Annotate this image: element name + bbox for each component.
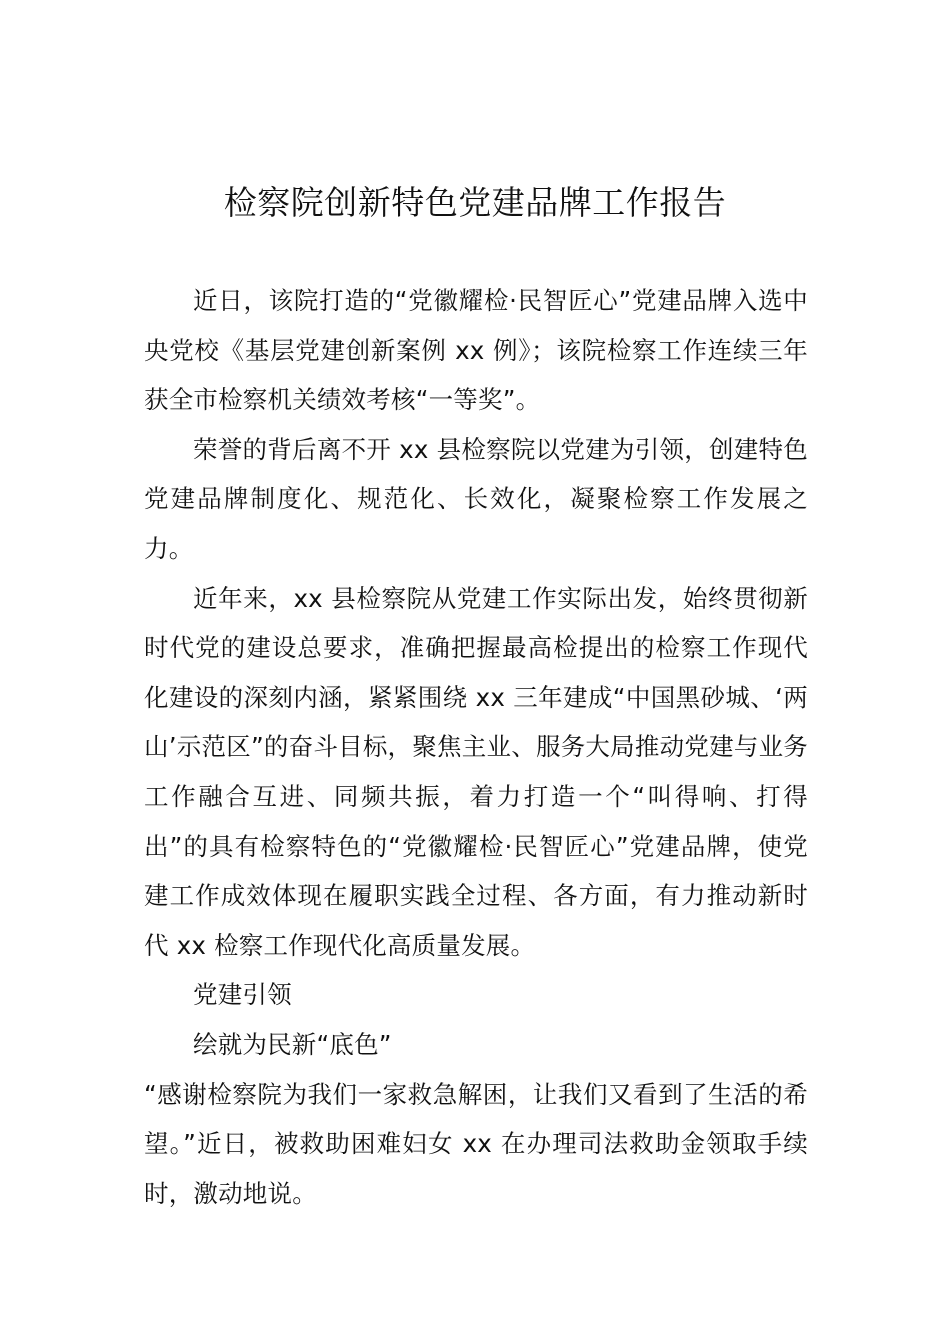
document-title: 检察院创新特色党建品牌工作报告 [223,183,727,222]
paragraph-intro: 近日，该院打造的“党徽耀检·民智匠心”党建品牌入选中央党校《基层党建创新案例 xx 例》；该院检察工作连续三年获全市检察机关绩效考核“一等奖”。 [144,286,808,415]
document-body [144,276,808,1218]
section-subheading: 绘就为民新“底色” [193,1029,392,1059]
paragraph-honor: 荣誉的背后离不开 xx 县检察院以党建为引领，创建特色党建品牌制度化、规范化、长效化，凝聚检察工作发展之力。 [144,434,808,563]
paragraph-recent-years: 近年来，xx 县检察院从党建工作实际出发，始终贯彻新时代党的建设总要求，准确把握最高检提出的检察工作现代化建设的深刻内涵，紧紧围绕 xx 三年建成“中国黑砂城、‘两山’示范区”的奋斗目标，聚焦主业、服务大局推动党建与业务工作融合互进、同频共振，着力打造一个“叫得响、打得出”的具有检察特色的“党徽耀检·民智匠心”党建品牌，使党建工作成效体现在履职实践全过程、各方面，有力推动新时代 xx 检察工作现代化高质量发展。 [144,583,808,960]
paragraph-quote: “感谢检察院为我们一家救急解困，让我们又看到了生活的希望。”近日，被救助困难妇女 xx 在办理司法救助金领取手续时，激动地说。 [144,1079,808,1208]
section-heading: 党建引领 [193,980,292,1010]
